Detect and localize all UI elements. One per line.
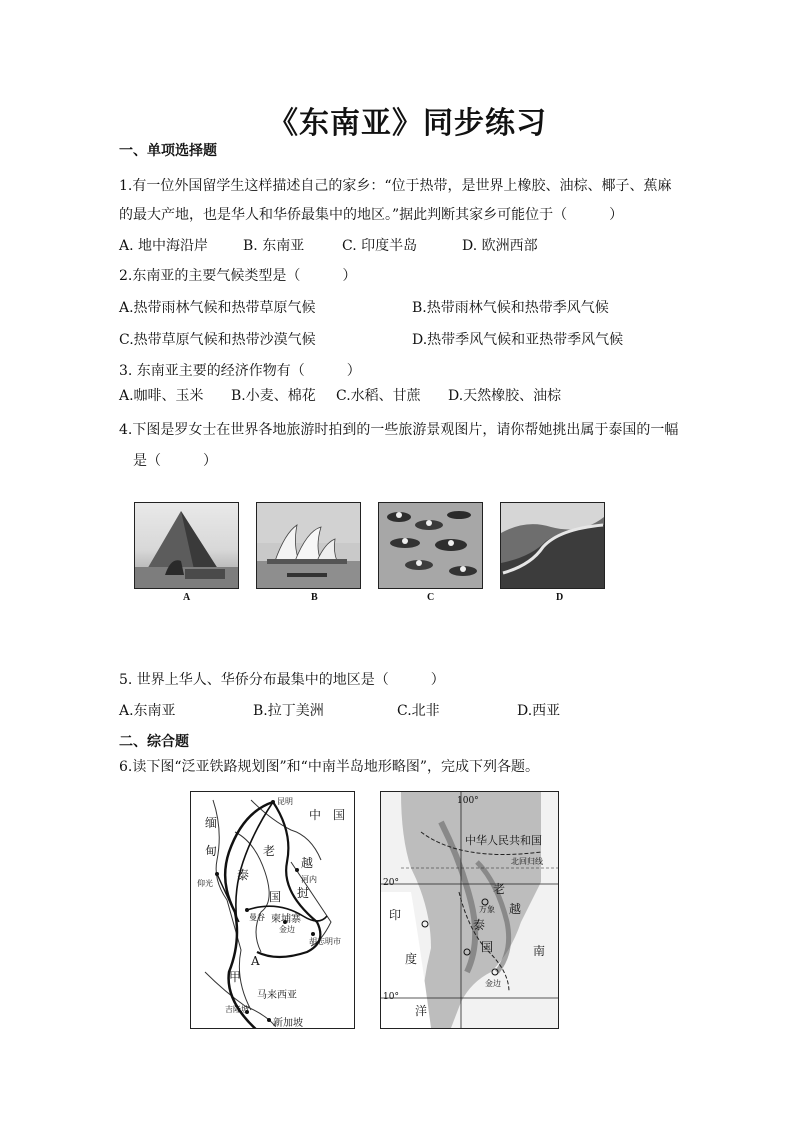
opera-house-image	[257, 503, 360, 588]
page-title: 《东南亚》同步练习	[268, 106, 547, 141]
question-1-line-2: 的最大产地，也是华人和华侨最集中的地区。”据此判断其家乡可能位于（ ）	[119, 207, 624, 223]
photo-option-c-floating-market[interactable]	[378, 502, 483, 589]
map2-label-guo: 国	[481, 940, 494, 954]
question-3-option-c[interactable]: C.水稻、甘蔗	[336, 388, 421, 404]
question-2-option-a[interactable]: A.热带雨林气候和热带草原气候	[119, 300, 316, 316]
question-4-line-1: 4.下图是罗女士在世界各地旅游时拍到的一些旅游景观图片，请你帮她挑出属于泰国的一幅	[119, 422, 679, 438]
map1-label-malaysia: 马来西亚	[257, 990, 297, 1001]
map1-label-burma-2: 甸	[205, 844, 218, 858]
map1-label-china-1: 中	[309, 808, 322, 822]
map1-city-kunming: 昆明	[277, 797, 293, 806]
map1-city-yangon: 仰光	[197, 879, 213, 888]
map2-latitude-10: 10°	[383, 992, 399, 1002]
floating-market-image	[379, 503, 482, 588]
map1-city-ho-chi-minh: 胡志明市	[309, 937, 341, 946]
map1-city-singapore: 新加坡	[273, 1018, 303, 1029]
map1-label-vietnam: 越	[301, 856, 314, 870]
map1-label-laos-wo: 挝	[297, 886, 310, 900]
map2-label-thailand: 泰	[473, 918, 486, 932]
question-2-option-c[interactable]: C.热带草原气候和热带沙漠气候	[119, 332, 316, 348]
photo-caption-c: C	[427, 592, 435, 603]
map1-city-bangkok: 曼谷	[249, 913, 265, 922]
question-1-option-c[interactable]: C. 印度半岛	[342, 238, 418, 254]
question-5-option-d[interactable]: D.西亚	[517, 703, 561, 719]
map2-label-vietnam: 越	[509, 902, 522, 916]
map1-label-thailand: 泰	[237, 868, 250, 882]
pyramid-sphinx-image	[135, 503, 238, 588]
map1-city-kuala-lumpur: 吉隆坡	[225, 1005, 249, 1014]
photo-caption-a: A	[183, 592, 191, 603]
map1-label-laos: 老	[263, 844, 276, 858]
map2-city-phnom-penh: 金边	[485, 979, 501, 988]
question-2-option-d[interactable]: D.热带季风气候和亚热带季风气候	[412, 332, 624, 348]
map2-label-ocean: 洋	[415, 1004, 428, 1018]
question-1-line-1: 1.有一位外国留学生这样描述自己的家乡：“位于热带，是世界上橡胶、油棕、椰子、蕉麻	[119, 178, 672, 194]
map2-label-laos: 老	[493, 882, 506, 896]
map1-label-jia: 甲	[229, 970, 242, 984]
question-5-stem: 5. 世界上华人、华侨分布最集中的地区是（ ）	[119, 672, 445, 688]
photo-option-b-opera-house[interactable]	[256, 502, 361, 589]
map2-label-nan: 南	[533, 944, 546, 958]
question-3-option-b[interactable]: B.小麦、棉花	[231, 388, 316, 404]
map2-label-prc: 中华人民共和国	[465, 834, 542, 847]
question-1-option-b[interactable]: B. 东南亚	[243, 238, 305, 254]
map1-label-thailand-guo: 国	[269, 890, 282, 904]
question-5-option-b[interactable]: B.拉丁美洲	[253, 703, 324, 719]
map1-label-china-2: 国	[333, 808, 346, 822]
question-6-stem: 6.读下图“泛亚铁路规划图”和“中南半岛地形略图”，完成下列各题。	[119, 759, 539, 775]
photo-caption-d: D	[556, 592, 564, 603]
photo-caption-b: B	[311, 592, 318, 603]
question-2-option-b[interactable]: B.热带雨林气候和热带季风气候	[412, 300, 609, 316]
map1-label-cambodia: 柬埔寨	[271, 914, 301, 925]
map2-latitude-20: 20°	[383, 878, 399, 888]
question-4-line-2: 是（ ）	[133, 453, 217, 469]
map1-city-phnom-penh: 金边	[279, 925, 295, 934]
question-3-option-a[interactable]: A.咖啡、玉米	[119, 388, 204, 404]
pan-asia-railway-map	[190, 791, 355, 1029]
photo-option-a-pyramids[interactable]	[134, 502, 239, 589]
map1-city-hanoi: 河内	[301, 875, 317, 884]
question-5-option-c[interactable]: C.北非	[397, 703, 440, 719]
question-3-stem: 3. 东南亚主要的经济作物有（ ）	[119, 363, 361, 379]
question-1-option-d[interactable]: D. 欧洲西部	[462, 238, 538, 254]
indochina-terrain-map	[380, 791, 559, 1029]
section-heading-comprehensive: 二、综合题	[119, 734, 189, 750]
question-3-option-d[interactable]: D.天然橡胶、油棕	[448, 388, 562, 404]
map2-label-du: 度	[405, 952, 418, 966]
question-5-option-a[interactable]: A.东南亚	[119, 703, 176, 719]
map2-longitude-100: 100°	[457, 796, 479, 806]
great-wall-image	[501, 503, 604, 588]
map2-city-vientiane: 万象	[479, 905, 495, 914]
question-1-option-a[interactable]: A. 地中海沿岸	[119, 238, 209, 254]
map2-label-india: 印	[389, 908, 402, 922]
map1-label-burma-1: 缅	[205, 816, 218, 830]
photo-option-d-great-wall[interactable]	[500, 502, 605, 589]
map1-label-a: A	[251, 954, 260, 968]
question-2-stem: 2.东南亚的主要气候类型是（ ）	[119, 268, 357, 284]
map2-label-tropic-of-cancer: 北回归线	[511, 857, 543, 866]
section-heading-single-choice: 一、单项选择题	[119, 143, 217, 159]
terrain-map-drawing	[381, 792, 558, 1028]
